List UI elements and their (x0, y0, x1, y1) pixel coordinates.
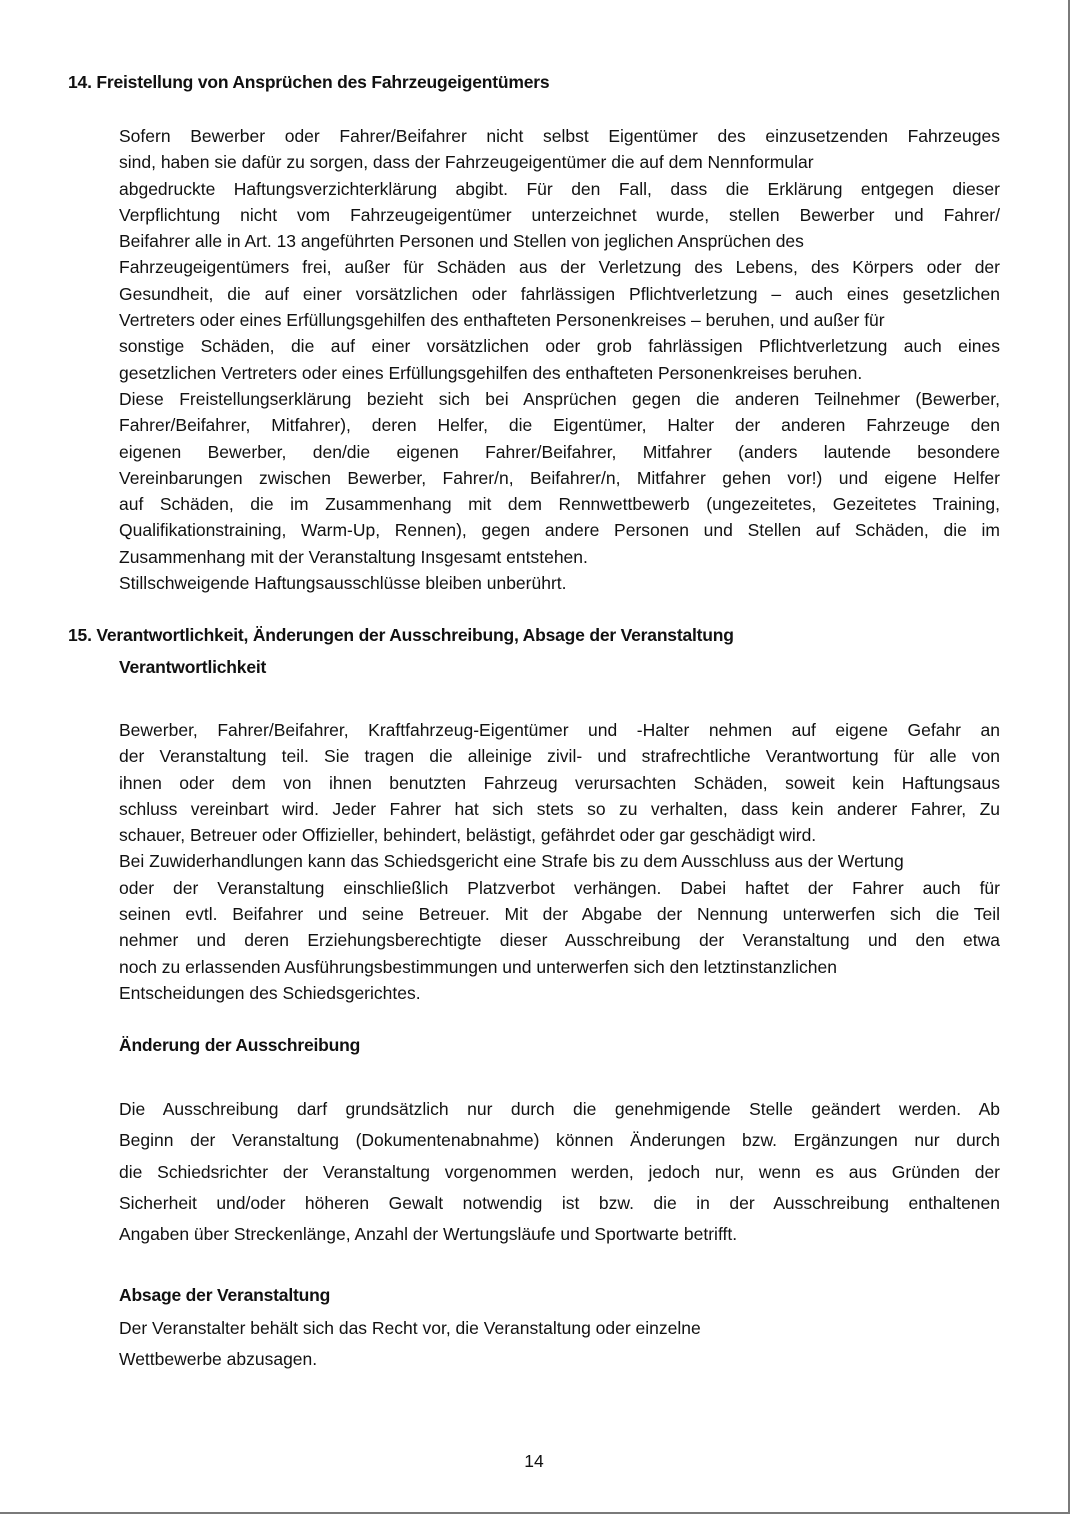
section-14-heading: 14. Freistellung von Ansprüchen des Fahrzeugeigentümers (68, 72, 550, 92)
absage-body (119, 1313, 1000, 1376)
text-line: gesetzlichen Vertreters oder eines Erfüllungsgehilfen des enthafteten Personenkreises beruhen. (119, 362, 863, 383)
text-line: Zusammenhang mit der Veranstaltung Insgesamt entstehen. (119, 546, 588, 567)
text-line: Qualifikationstraining, Warm-Up, Rennen), gegen andere Personen und Stellen auf Schäden, die im (119, 520, 1000, 541)
text-line: Bei Zuwiderhandlungen kann das Schiedsgericht eine Strafe bis zu dem Ausschluss aus der Wertung (119, 851, 904, 872)
text-line: nehmer und deren Erziehungsberechtigte dieser Ausschreibung der Veranstaltung und den etwa (119, 930, 1000, 951)
section-14-body (119, 123, 1000, 596)
text-line: Sofern Bewerber oder Fahrer/Beifahrer nicht selbst Eigentümer des einzusetzenden Fahrzeuges (119, 126, 1000, 146)
text-line: abgedruckte Haftungsverzichterklärung abgibt. Für den Fall, dass die Erklärung entgegen dieser (119, 178, 1000, 199)
text-line: Sicherheit und/oder höheren Gewalt notwendig ist bzw. die in der Ausschreibung enthaltenen (119, 1192, 1000, 1213)
text-line: Der Veranstalter behält sich das Recht vor, die Veranstaltung oder einzelne (119, 1318, 701, 1338)
text-line: Die Ausschreibung darf grundsätzlich nur durch die genehmigende Stelle geändert werden. Ab (119, 1099, 1000, 1119)
text-line: Fahrzeugeigentümers frei, außer für Schäden aus der Verletzung des Lebens, des Körpers oder der (119, 257, 1000, 278)
text-line: sonstige Schäden, die auf einer vorsätzlichen oder grob fahrlässigen Pflichtverletzung auch eines (119, 336, 1000, 357)
text-line: Bewerber, Fahrer/Beifahrer, Kraftfahrzeug-Eigentümer und -Halter nehmen auf eigene Gefahr an (119, 720, 1000, 740)
text-line: Fahrer/Beifahrer, Mitfahrer), deren Helfer, die Eigentümer, Halter der anderen Fahrzeuge den (119, 415, 1000, 436)
text-line: auf Schäden, die im Zusammenhang mit dem Rennwettbewerb (ungezeitetes, Gezeitetes Training, (119, 494, 1000, 515)
verantwortlichkeit-body (119, 717, 1000, 1006)
text-line: Beifahrer alle in Art. 13 angeführten Personen und Stellen von jeglichen Ansprüchen des (119, 231, 804, 252)
verantwortlichkeit-heading: Verantwortlichkeit (119, 657, 267, 677)
text-line: Wettbewerbe abzusagen. (119, 1349, 318, 1370)
text-line: Vertreters oder eines Erfüllungsgehilfen des enthafteten Personenkreises – beruhen, und außer für (119, 310, 885, 331)
section-15-heading: 15. Verantwortlichkeit, Änderungen der Ausschreibung, Absage der Veranstaltung (68, 625, 734, 645)
text-line: Gesundheit, die auf einer vorsätzlichen oder fahrlässigen Pflichtverletzung – auch eines gesetzlichen (119, 283, 1000, 304)
text-line: eigenen Bewerber, den/die eigenen Fahrer/Beifahrer, Mitfahrer (anders lautende besondere (119, 441, 1000, 462)
text-line: schluss vereinbart wird. Jeder Fahrer hat sich stets so zu verhalten, dass kein anderer Fahrer, Zu (119, 798, 1000, 819)
text-line: Entscheidungen des Schiedsgerichtes. (119, 982, 421, 1003)
text-line: sind, haben sie dafür zu sorgen, dass der Fahrzeugeigentümer die auf dem Nennformular (119, 152, 814, 173)
text-line: der Veranstaltung teil. Sie tragen die alleinige zivil- und strafrechtliche Verantwortung für alle von (119, 746, 1000, 767)
text-line: Diese Freistellungserklärung bezieht sich bei Ansprüchen gegen die anderen Teilnehmer (Bewerber, (119, 388, 1000, 409)
text-line: schauer, Betreuer oder Offizieller, behindert, belästigt, gefährdet oder gar geschädigt wird. (119, 825, 817, 846)
text-line: Verpflichtung nicht vom Fahrzeugeigentümer unterzeichnet wurde, stellen Bewerber und Fahrer/ (119, 204, 1000, 225)
text-line: Stillschweigende Haftungsausschlüsse bleiben unberührt. (119, 573, 567, 594)
absage-heading: Absage der Veranstaltung (119, 1285, 331, 1305)
text-line: Vereinbarungen zwischen Bewerber, Fahrer/n, Beifahrer/n, Mitfahrer gehen vor!) und eigene Helfer (119, 467, 1000, 488)
text-line: die Schiedsrichter der Veranstaltung vorgenommen werden, jedoch nur, wenn es aus Gründen der (119, 1161, 1000, 1182)
aenderung-body (119, 1094, 1000, 1250)
text-line: ihnen oder dem von ihnen benutzten Fahrzeug verursachten Schäden, soweit kein Haftungsaus (119, 772, 1000, 793)
text-line: Beginn der Veranstaltung (Dokumentenabnahme) können Änderungen bzw. Ergänzungen nur durch (119, 1130, 1000, 1151)
aenderung-heading: Änderung der Ausschreibung (119, 1035, 361, 1055)
text-line: oder der Veranstaltung einschließlich Platzverbot verhängen. Dabei haftet der Fahrer auch für (119, 877, 1000, 898)
page-number: 14 (524, 1451, 544, 1471)
text-line: Angaben über Streckenlänge, Anzahl der Wertungsläufe und Sportwarte betrifft. (119, 1224, 738, 1245)
text-line: seinen evtl. Beifahrer und seine Betreuer. Mit der Abgabe der Nennung unterwerfen sich die Teil (119, 904, 1000, 925)
text-line: noch zu erlassenden Ausführungsbestimmungen und unterwerfen sich den letztinstanzlichen (119, 956, 837, 977)
